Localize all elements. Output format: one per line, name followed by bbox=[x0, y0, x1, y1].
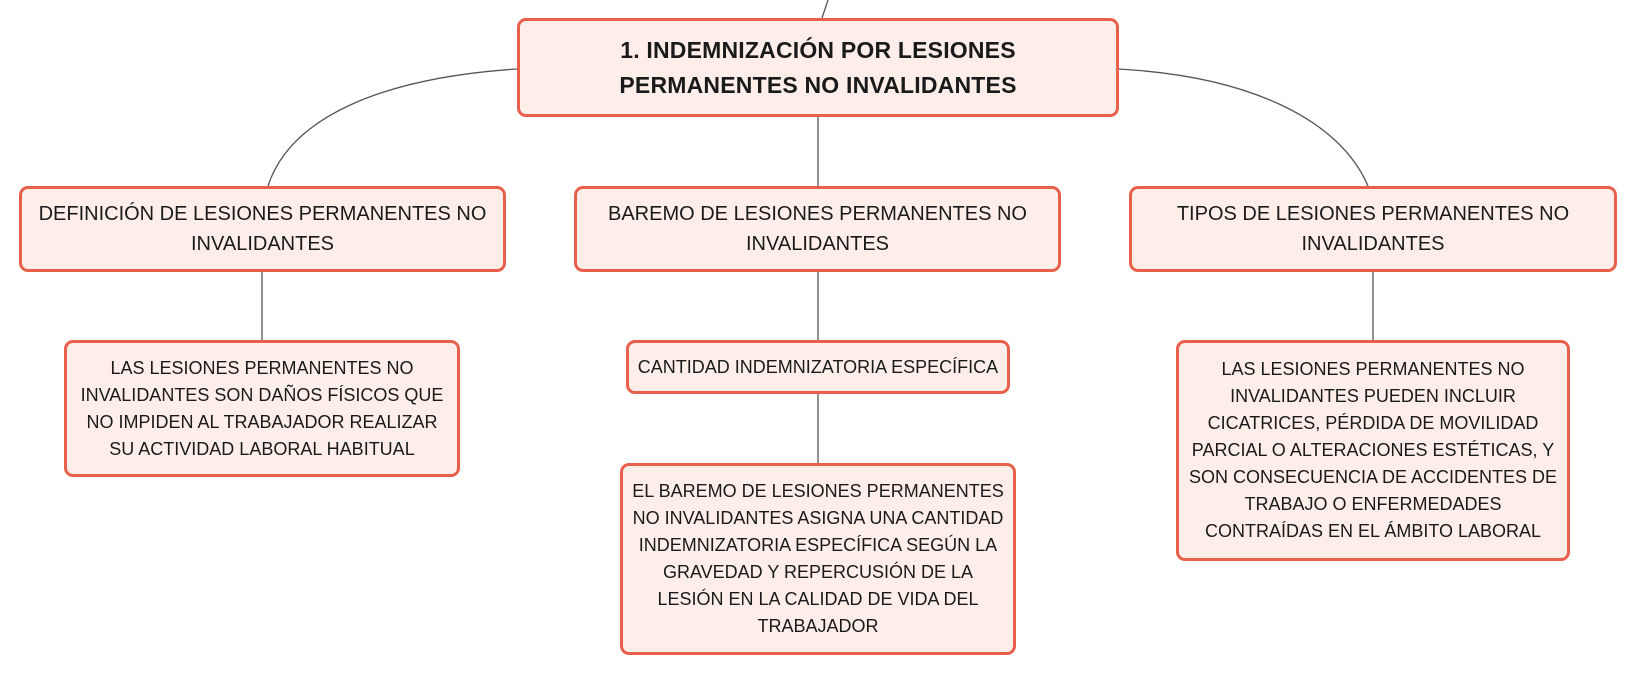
branch-node-label: TIPOS DE LESIONES PERMANENTES NO INVALIDANTES bbox=[1176, 203, 1570, 255]
branch-node-definicion[interactable] bbox=[19, 186, 506, 272]
root-node[interactable] bbox=[517, 18, 1119, 117]
branch-node-label: DEFINICIÓN DE LESIONES PERMANENTES NO INVALIDANTES bbox=[38, 203, 487, 255]
leaf-node-text: LAS LESIONES PERMANENTES NO INVALIDANTES SON DAÑOS FÍSICOS QUE NO IMPIDEN AL TRABAJADOR REALIZAR SU ACTIVIDAD LABORAL HABITUAL bbox=[80, 357, 444, 459]
branch-node-baremo[interactable] bbox=[574, 186, 1061, 272]
leaf-node-text: EL BAREMO DE LESIONES PERMANENTES NO INVALIDANTES ASIGNA UNA CANTIDAD INDEMNIZATORIA ESPECÍFICA SEGÚN LA GRAVEDAD Y REPERCUSIÓN DE LA LESIÓN EN LA CALIDAD DE VIDA DEL TRABAJADOR bbox=[632, 481, 1004, 636]
leaf-node-cantidad[interactable] bbox=[626, 340, 1010, 394]
leaf-node-text: CANTIDAD INDEMNIZATORIA ESPECÍFICA bbox=[637, 356, 999, 377]
branch-node-label: BAREMO DE LESIONES PERMANENTES NO INVALIDANTES bbox=[608, 203, 1027, 255]
connector-parent-to-root bbox=[822, 0, 828, 18]
leaf-node-baremo-desc[interactable] bbox=[620, 463, 1016, 655]
connector-root-to-tipos bbox=[1118, 69, 1368, 186]
connector-root-to-definicion bbox=[268, 69, 517, 186]
leaf-node-definicion[interactable] bbox=[64, 340, 460, 477]
leaf-node-tipos[interactable] bbox=[1176, 340, 1570, 561]
branch-node-tipos[interactable] bbox=[1129, 186, 1617, 272]
leaf-node-text: LAS LESIONES PERMANENTES NO INVALIDANTES PUEDEN INCLUIR CICATRICES, PÉRDIDA DE MOVILIDAD PARCIAL O ALTERACIONES ESTÉTICAS, Y SON CONSECUENCIA DE ACCIDENTES DE TRABAJO O ENFERMEDADES CONTRAÍDAS EN EL ÁMBITO LABORAL bbox=[1188, 359, 1558, 541]
root-node-label: 1. INDEMNIZACIÓN POR LESIONES PERMANENTES NO INVALIDANTES bbox=[619, 36, 1017, 98]
